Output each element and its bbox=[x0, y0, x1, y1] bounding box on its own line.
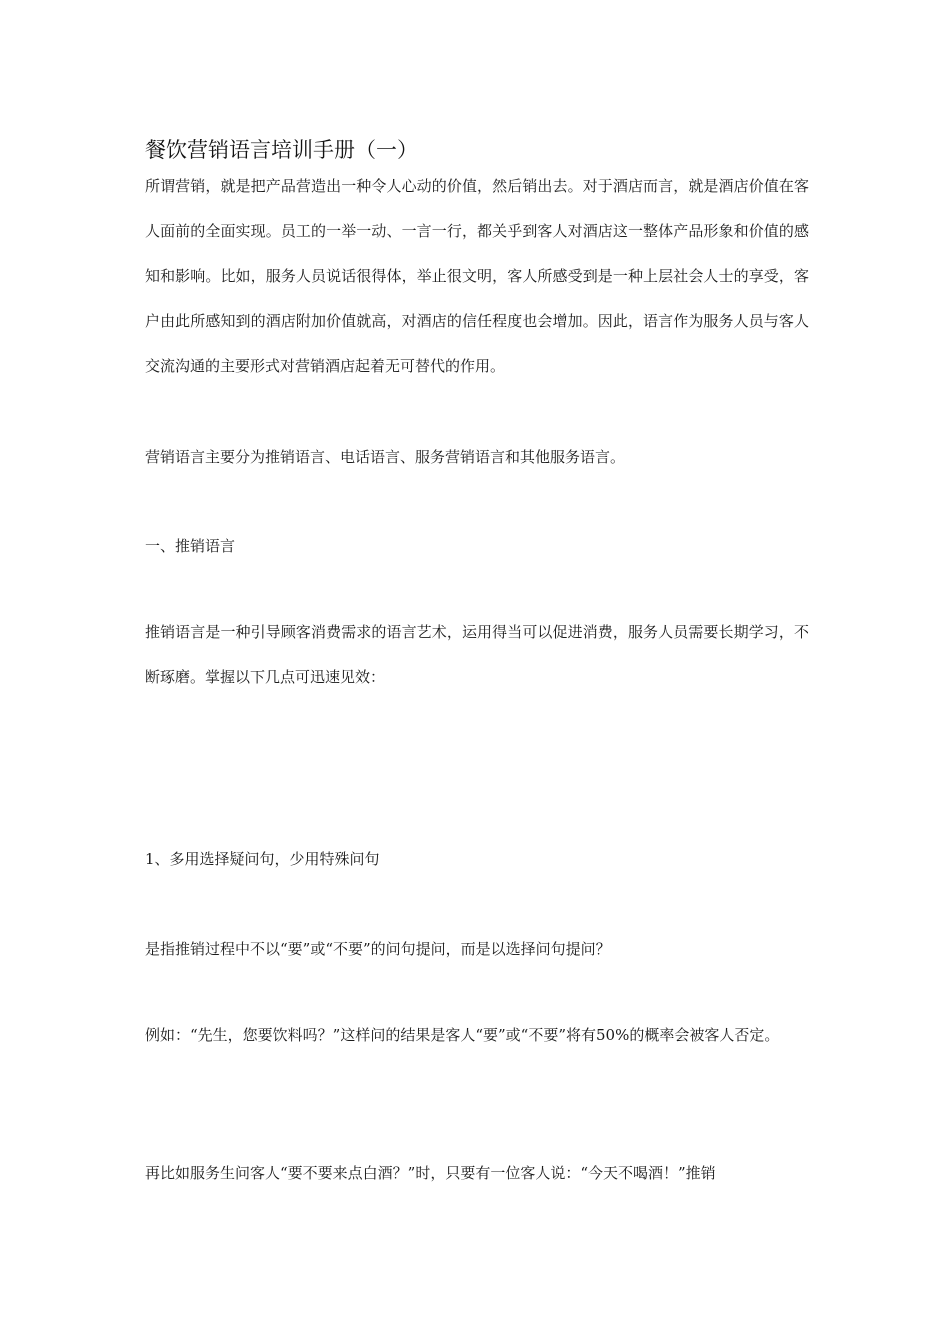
intro-paragraph bbox=[145, 164, 809, 389]
example-text: 例如：“先生，您要饮料吗？”这样问的结果是客人“要”或“不要”将有50%的概率会被客人否定。 bbox=[145, 1026, 780, 1044]
section-heading-sales-language: 一、推销语言 bbox=[145, 537, 236, 555]
example-paragraph bbox=[145, 1013, 809, 1058]
intro-text: 所谓营销，就是把产品营造出一种令人心动的价值，然后销出去。对于酒店而言，就是酒店价值在客人面前的全面实现。员工的一举一动、一言一行，都关乎到客人对酒店这一整体产品形象和价值的感知和影响。比如，服务人员说话很得体，举止很文明，客人所感受到是一种上层社会人士的享受，客户由此所感知到的酒店附加价值就高，对酒店的信任程度也会增加。因此，语言作为服务人员与客人交流沟通的主要形式对营销酒店起着无可替代的作用。 bbox=[145, 177, 809, 375]
categories-paragraph: 营销语言主要分为推销语言、电话语言、服务营销语言和其他服务语言。 bbox=[145, 448, 626, 466]
sales-language-text: 推销语言是一种引导顾客消费需求的语言艺术，运用得当可以促进消费，服务人员需要长期学习，不断琢磨。掌握以下几点可迅速见效： bbox=[145, 623, 809, 686]
point-heading-choice-questions: 1、多用选择疑问句，少用特殊问句 bbox=[145, 850, 380, 868]
point-definition-paragraph: 是指推销过程中不以“要”或“不要”的问句提问，而是以选择问句提问？ bbox=[145, 940, 611, 958]
sales-language-paragraph bbox=[145, 610, 809, 700]
example2-paragraph: 再比如服务生问客人“要不要来点白酒？”时，只要有一位客人说：“今天不喝酒！”推销 bbox=[145, 1164, 716, 1182]
document-title: 餐饮营销语言培训手册（一） bbox=[145, 138, 418, 162]
